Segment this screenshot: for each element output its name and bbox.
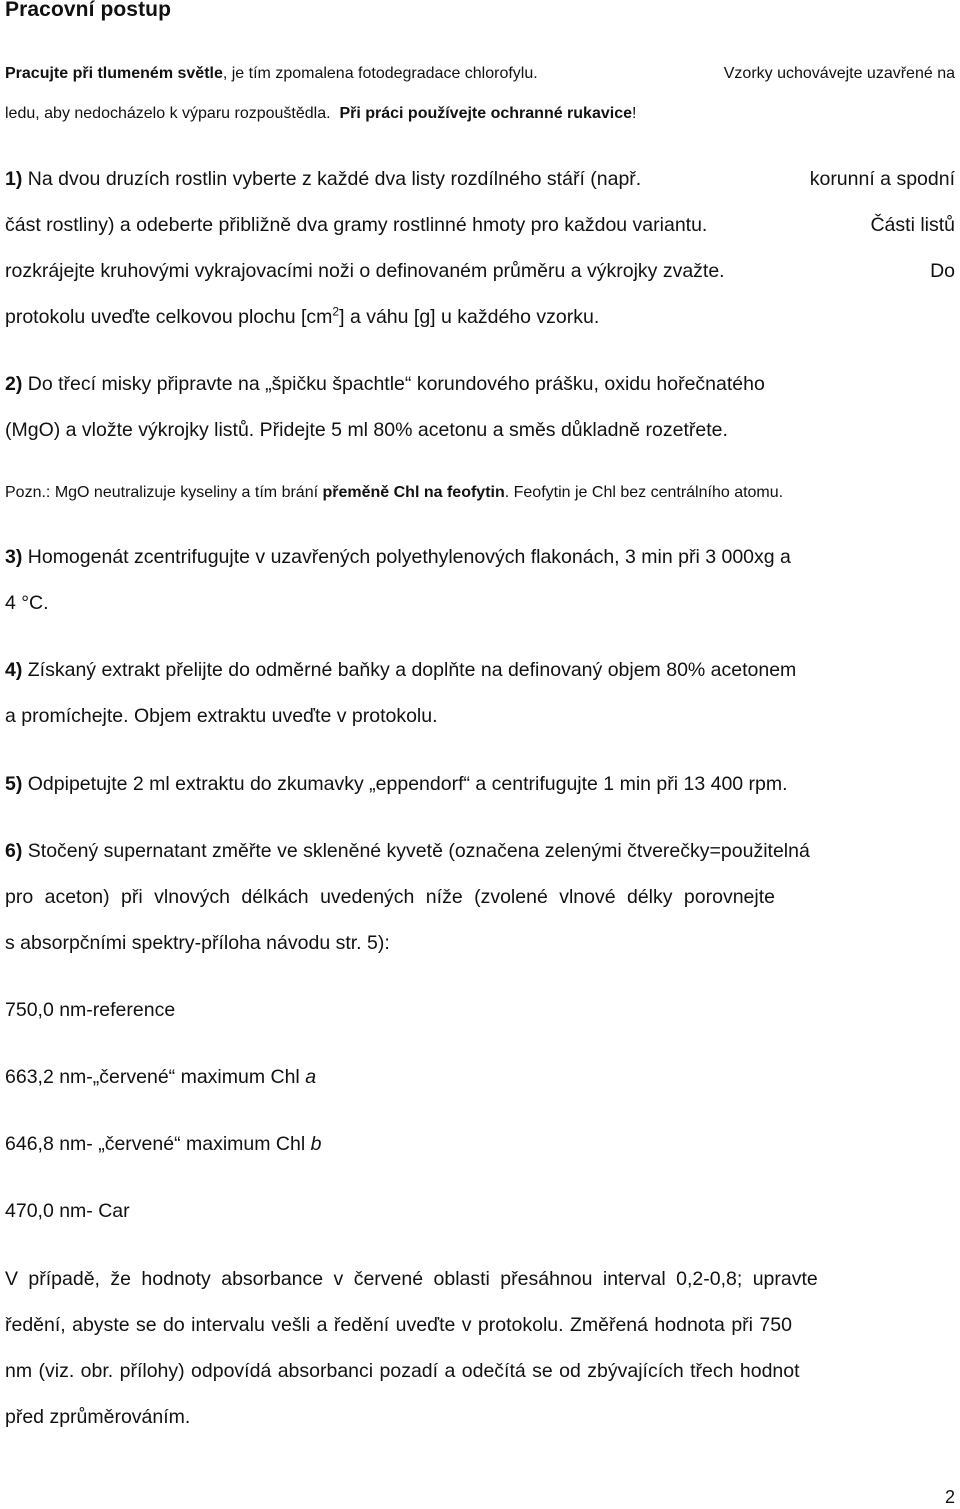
- step1-text-3: rozkrájejte kruhovými vykrajovacími noži o definovaném průměru a výkrojky zvažte.: [5, 260, 725, 282]
- wavelength-663: [5, 1064, 955, 1090]
- step2-line-1: [5, 371, 955, 397]
- final-line-1: [5, 1266, 955, 1292]
- wavelength-750-text: 750,0 nm-reference: [5, 999, 176, 1021]
- final-text-3: nm (viz. obr. přílohy) odpovídá absorbanci pozadí a odečítá se od zbývajících třech hodnot: [5, 1360, 800, 1382]
- intro-bold-gloves: Při práci používejte ochranné rukavice: [339, 105, 632, 122]
- note-text-b: . Feofytin je Chl bez centrálního atomu.: [504, 484, 784, 501]
- step1-text-1b: korunní a spodní: [809, 168, 955, 190]
- final-line-2: [5, 1312, 955, 1338]
- step1-text-3b: Do: [930, 260, 955, 282]
- step2-line-2: [5, 417, 955, 443]
- step1-text-4b: ] a váhu [g] u každého vzorku.: [339, 306, 600, 328]
- intro-line-1: [5, 63, 955, 85]
- note-text-a: : MgO neutralizuje kyseliny a tím brání: [45, 484, 319, 501]
- step4-number: 4): [5, 659, 23, 681]
- step6-line-3: [5, 930, 955, 956]
- step4-line-1: [5, 657, 955, 683]
- final-text-1: V případě, že hodnoty absorbance v červené oblasti přesáhnou interval 0,2-0,8; upravte: [5, 1268, 818, 1290]
- final-line-3: [5, 1358, 955, 1384]
- step6-line-2: [5, 884, 955, 910]
- step1-line-2: [5, 212, 955, 238]
- step3-number: 3): [5, 546, 23, 568]
- final-text-4: před zprůměrováním.: [5, 1406, 191, 1428]
- page-number: 2: [944, 1487, 955, 1507]
- intro-text-1: , je tím zpomalena fotodegradace chlorofylu.: [222, 65, 538, 82]
- wavelength-470-text: 470,0 nm- Car: [5, 1200, 130, 1222]
- final-line-4: [5, 1404, 955, 1430]
- step1-text-2b: Části listů: [870, 214, 955, 236]
- step3-text-2: 4 °C.: [5, 592, 49, 614]
- step6-text-1: Stočený supernatant změřte ve skleněné kyvetě (označena zelenými čtverečky=použitelná: [27, 840, 810, 862]
- step4-line-2: [5, 703, 955, 729]
- step4-text-1: Získaný extrakt přelijte do odměrné baňky a doplňte na definovaný objem 80% acetonem: [27, 659, 797, 681]
- step2-number: 2): [5, 373, 23, 395]
- wavelength-646-text: 646,8 nm- „červené“ maximum Chl: [5, 1133, 306, 1155]
- wavelength-663-text: 663,2 nm-„červené“ maximum Chl: [5, 1066, 300, 1088]
- step1-text-4a: protokolu uveďte celkovou plochu [cm: [5, 306, 333, 328]
- step6-number: 6): [5, 840, 23, 862]
- step3-text-1: Homogenát zcentrifugujte v uzavřených polyethylenových flakonách, 3 min při 3 000xg a: [27, 546, 791, 568]
- intro-bold-light: Pracujte při tlumeném světle: [5, 65, 223, 82]
- chl-b-italic: b: [310, 1133, 322, 1155]
- step2-text-2a: (MgO) a vložte výkrojky listů.: [5, 419, 255, 441]
- intro-text-1-end: Vzorky uchovávejte uzavřené na: [723, 65, 955, 82]
- note-label: Pozn.: [5, 484, 46, 501]
- step3-line-1: [5, 544, 955, 570]
- note-line: [5, 482, 955, 504]
- intro-exclaim: !: [632, 105, 637, 122]
- step2-text-1: Do třecí misky připravte na „špičku špachtle“ korundového prášku, oxidu hořečnatého: [27, 373, 765, 395]
- step3-line-2: [5, 590, 955, 616]
- step1-text-1a: Na dvou druzích rostlin vyberte z každé dva listy rozdílného stáří (např.: [27, 168, 642, 190]
- step5-number: 5): [5, 773, 23, 795]
- step6-text-2: pro aceton) při vlnových délkách uvedených níže (zvolené vlnové délky porovnejte: [5, 886, 775, 908]
- final-text-2: ředění, abyste se do intervalu vešli a ředění uveďte v protokolu. Změřená hodnota při 750: [5, 1314, 792, 1336]
- step5-text-1: Odpipetujte 2 ml extraktu do zkumavky „eppendorf“ a centrifugujte 1 min při 13 400 rpm.: [27, 773, 788, 795]
- wavelength-750: [5, 997, 955, 1023]
- wavelength-470: [5, 1198, 955, 1224]
- step1-line-3: [5, 258, 955, 284]
- step2-text-2b: Přidejte 5 ml 80% acetonu a směs důkladně rozetřete.: [259, 419, 728, 441]
- step1-superscript: 2: [332, 304, 340, 319]
- step1-line-4: [5, 304, 955, 330]
- step1-number: 1): [5, 168, 23, 190]
- note-bold: přeměně Chl na feofytin: [322, 484, 505, 501]
- step4-text-2: a promíchejte. Objem extraktu uveďte v protokolu.: [5, 705, 438, 727]
- intro-line-2: [5, 103, 955, 125]
- wavelength-646: [5, 1131, 955, 1157]
- page-title: Pracovní postup: [5, 0, 172, 21]
- step6-line-1: [5, 838, 955, 864]
- step1-text-2: část rostliny) a odeberte přibližně dva gramy rostlinné hmoty pro každou variantu.: [5, 214, 708, 236]
- step1-line-1: [5, 166, 955, 192]
- step6-text-3: s absorpčními spektry-příloha návodu str. 5):: [5, 932, 390, 954]
- intro-text-2: ledu, aby nedocházelo k výparu rozpouštědla.: [5, 105, 331, 122]
- chl-a-italic: a: [305, 1066, 317, 1088]
- step5-line-1: [5, 771, 955, 797]
